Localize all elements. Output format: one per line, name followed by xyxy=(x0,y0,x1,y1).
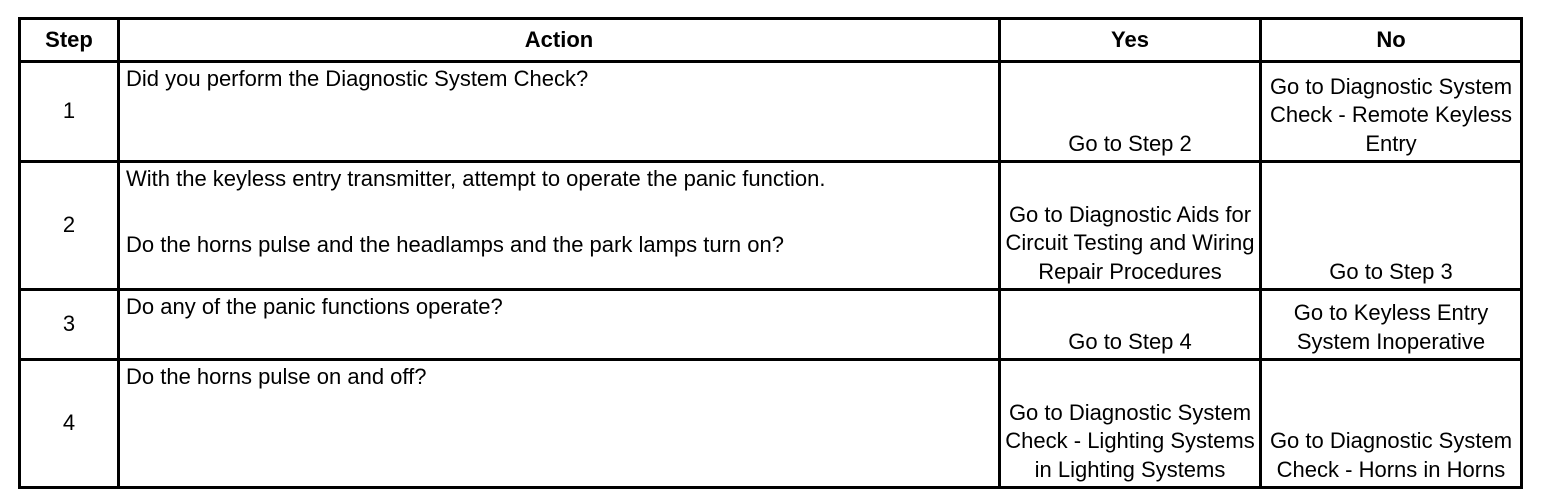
table-row xyxy=(20,290,1522,360)
header-step: Step xyxy=(20,19,119,62)
action-question: Do the horns pulse and the headlamps and the park lamps turn on? xyxy=(126,231,784,257)
action-text: Do any of the panic functions operate? xyxy=(126,294,503,319)
action-text: Do the horns pulse on and off? xyxy=(126,364,427,389)
action-text: With the keyless entry transmitter, attempt to operate the panic function. xyxy=(126,166,826,191)
yes-text: Go to Step 4 xyxy=(1068,328,1192,354)
step-number: 3 xyxy=(20,290,119,360)
yes-cell xyxy=(1000,290,1261,360)
action-spacer xyxy=(126,194,992,231)
step-number: 2 xyxy=(20,162,119,290)
header-yes: Yes xyxy=(1000,19,1261,62)
yes-text: Go to Diagnostic Aids for Circuit Testing and Wiring Repair Procedures xyxy=(1005,201,1255,284)
yes-cell xyxy=(1000,360,1261,488)
step-number: 1 xyxy=(20,62,119,162)
yes-text: Go to Step 2 xyxy=(1068,130,1192,156)
table-row xyxy=(20,360,1522,488)
header-no: No xyxy=(1261,19,1522,62)
no-text: Go to Diagnostic System Check - Horns in Horns xyxy=(1269,428,1513,482)
no-cell xyxy=(1261,62,1522,162)
action-cell xyxy=(119,162,1000,290)
action-cell xyxy=(119,62,1000,162)
action-cell xyxy=(119,290,1000,360)
no-cell xyxy=(1261,360,1522,488)
table-row xyxy=(20,62,1522,162)
yes-text: Go to Diagnostic System Check - Lighting Systems in Lighting Systems xyxy=(1005,399,1255,482)
table-body xyxy=(20,62,1522,488)
no-text: Go to Keyless Entry System Inoperative xyxy=(1293,300,1489,354)
step-number: 4 xyxy=(20,360,119,488)
no-cell xyxy=(1261,162,1522,290)
no-cell xyxy=(1261,290,1522,360)
table-header xyxy=(20,19,1522,62)
action-cell xyxy=(119,360,1000,488)
table-row xyxy=(20,162,1522,290)
no-text: Go to Diagnostic System Check - Remote Keyless Entry xyxy=(1269,73,1513,156)
header-action: Action xyxy=(119,19,1000,62)
yes-cell xyxy=(1000,162,1261,290)
yes-cell xyxy=(1000,62,1261,162)
diagnostic-table xyxy=(18,17,1523,489)
no-text: Go to Step 3 xyxy=(1329,258,1453,284)
header-row xyxy=(20,19,1522,62)
action-text: Did you perform the Diagnostic System Check? xyxy=(126,66,589,91)
